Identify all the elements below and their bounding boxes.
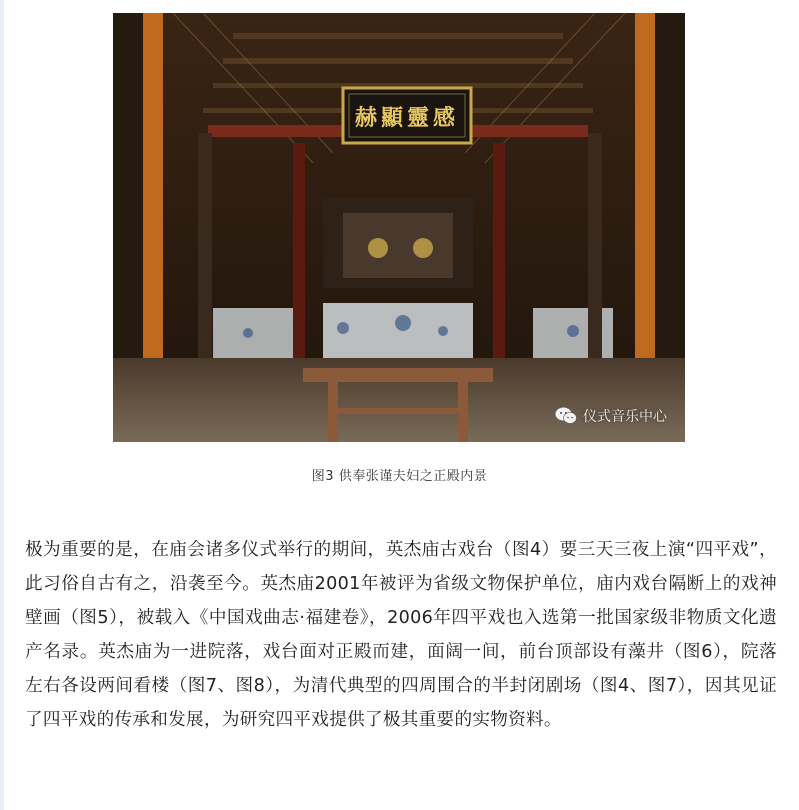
figure-caption: 图3 供奉张谨夫妇之正殿内景: [311, 469, 488, 484]
wechat-icon: [555, 407, 577, 425]
watermark: [555, 406, 667, 426]
left-border: [0, 0, 4, 810]
watermark-text: 仪式音乐中心: [583, 409, 667, 425]
article-paragraph: 极为重要的是，在庙会诸多仪式举行的期间，英杰庙古戏台（图4）要三天三夜上演“四平戏”，此习俗自古有之，沿袭至今。英杰庙2001年被评为省级文物保护单位，庙内戏台隔断上的戏神壁画（图5），被载入《中国戏曲志·福建卷》，2006年四平戏也入选第一批国家级非物质文化遗产名录。英杰庙为一进院落，戏台面对正殿而建，面阔一间，前台顶部设有藻井（图6），院落左右各设两间看楼（图7、图8），为清代典型的四周围合的半封闭剧场（图4、图7），因其见证了四平戏的传承和发展，为研究四平戏提供了极其重要的实物资料。: [25, 540, 777, 730]
temple-hall-photo: [113, 13, 685, 442]
plaque-text: 赫顯靈感: [354, 105, 459, 131]
